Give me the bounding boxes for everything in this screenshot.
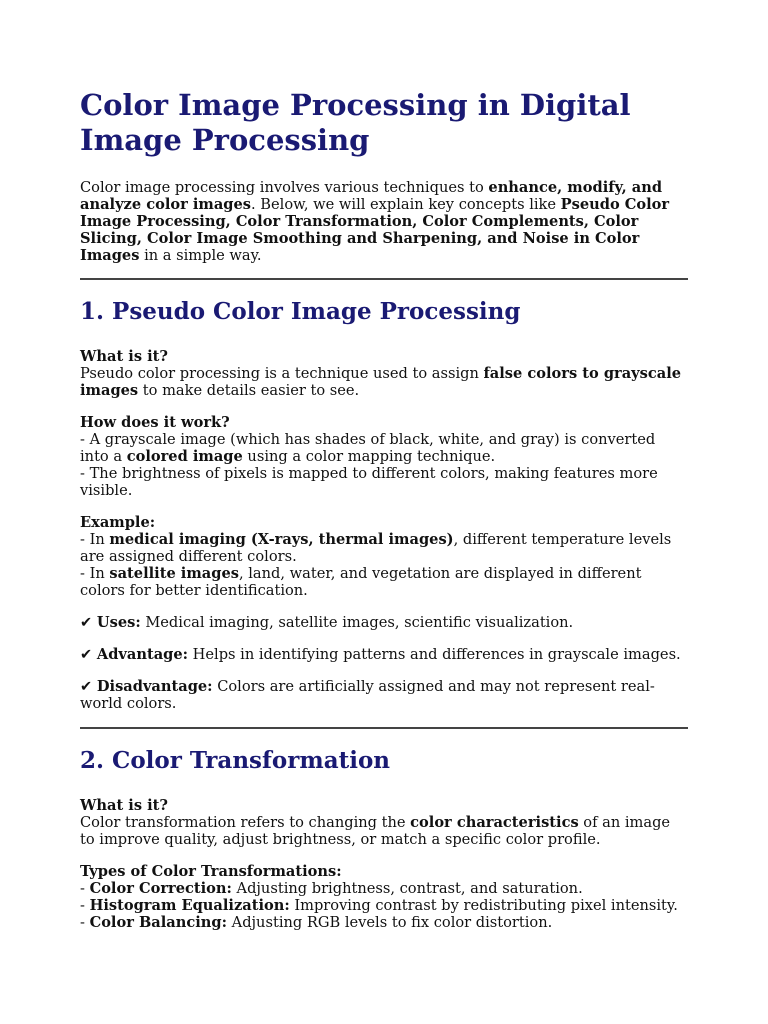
- body-bold: satellite images: [109, 565, 239, 582]
- body-text: Improving contrast by redistributing pixel intensity.: [289, 897, 678, 914]
- body-text: Adjusting RGB levels to fix color distortion.: [227, 914, 553, 931]
- body-text: Pseudo color processing is a technique used to assign: [80, 365, 484, 382]
- body-text: Colors are artificially assigned and may not represent real-world colors.: [80, 678, 655, 712]
- what-paragraph: [80, 797, 688, 848]
- intro-text: Color image processing involves various techniques to: [80, 179, 489, 196]
- intro-bold: Pseudo Color Image Processing, Color Transformation, Color Complements, Color Slicing, Color Image Smoothing and Sharpening, and Noise in Color Images: [80, 196, 670, 264]
- bullet-dash: -: [80, 897, 90, 914]
- bullet-dash: -: [80, 880, 90, 897]
- body-text: , land, water, and vegetation are displayed in different colors for better identification.: [80, 565, 642, 599]
- intro-text: in a simple way.: [139, 247, 262, 264]
- what-label: What is it?: [80, 797, 168, 814]
- section-heading: 1. Pseudo Color Image Processing: [80, 298, 521, 325]
- types-label: Types of Color Transformations:: [80, 863, 342, 880]
- body-text: Color transformation refers to changing the: [80, 814, 411, 831]
- document-content: [80, 88, 688, 931]
- what-paragraph: [80, 348, 688, 399]
- section-heading: 2. Color Transformation: [80, 747, 391, 774]
- example-paragraph: [80, 514, 688, 599]
- what-label: What is it?: [80, 348, 168, 365]
- checkmark-icon: ✔: [80, 614, 93, 631]
- body-bold: Histogram Equalization:: [89, 897, 290, 914]
- body-text: Helps in identifying patterns and differences in grayscale images.: [188, 646, 681, 663]
- section-divider: [80, 727, 688, 729]
- body-text: - In: [80, 531, 110, 548]
- disadvantage-label: Disadvantage:: [96, 678, 213, 695]
- body-text: - The brightness of pixels is mapped to different colors, making features more visible.: [80, 465, 658, 499]
- intro-bold: enhance, modify, and analyze color images: [80, 179, 663, 213]
- uses-label: Uses:: [96, 614, 141, 631]
- body-text: of an image to improve quality, adjust brightness, or match a specific color profile.: [80, 814, 671, 848]
- body-text: using a color mapping technique.: [242, 448, 496, 465]
- checkmark-icon: ✔: [80, 646, 93, 663]
- checkmark-icon: ✔: [80, 678, 93, 695]
- disadvantage-paragraph: [80, 678, 688, 712]
- body-bold: Color Balancing:: [89, 914, 228, 931]
- types-paragraph: [80, 863, 688, 931]
- advantage-paragraph: [80, 646, 688, 663]
- body-bold: false colors to grayscale images: [80, 365, 682, 399]
- advantage-label: Advantage:: [96, 646, 189, 663]
- intro-paragraph: [80, 179, 688, 264]
- intro-text: . Below, we will explain key concepts like: [251, 196, 561, 213]
- example-label: Example:: [80, 514, 156, 531]
- body-text: - A grayscale image (which has shades of black, white, and gray) is converted into a: [80, 431, 656, 465]
- page-title: Color Image Processing in Digital Image Processing: [80, 88, 631, 157]
- body-text: - In: [80, 565, 110, 582]
- section-divider: [80, 278, 688, 280]
- body-text: Medical imaging, satellite images, scientific visualization.: [140, 614, 574, 631]
- body-bold: colored image: [126, 448, 243, 465]
- body-bold: color characteristics: [410, 814, 579, 831]
- how-paragraph: [80, 414, 688, 499]
- body-text: , different temperature levels are assigned different colors.: [80, 531, 672, 565]
- body-bold: Color Correction:: [89, 880, 232, 897]
- bullet-dash: -: [80, 914, 90, 931]
- body-text: to make details easier to see.: [138, 382, 360, 399]
- how-label: How does it work?: [80, 414, 230, 431]
- body-text: Adjusting brightness, contrast, and saturation.: [231, 880, 583, 897]
- uses-paragraph: [80, 614, 688, 631]
- body-bold: medical imaging (X-rays, thermal images): [109, 531, 454, 548]
